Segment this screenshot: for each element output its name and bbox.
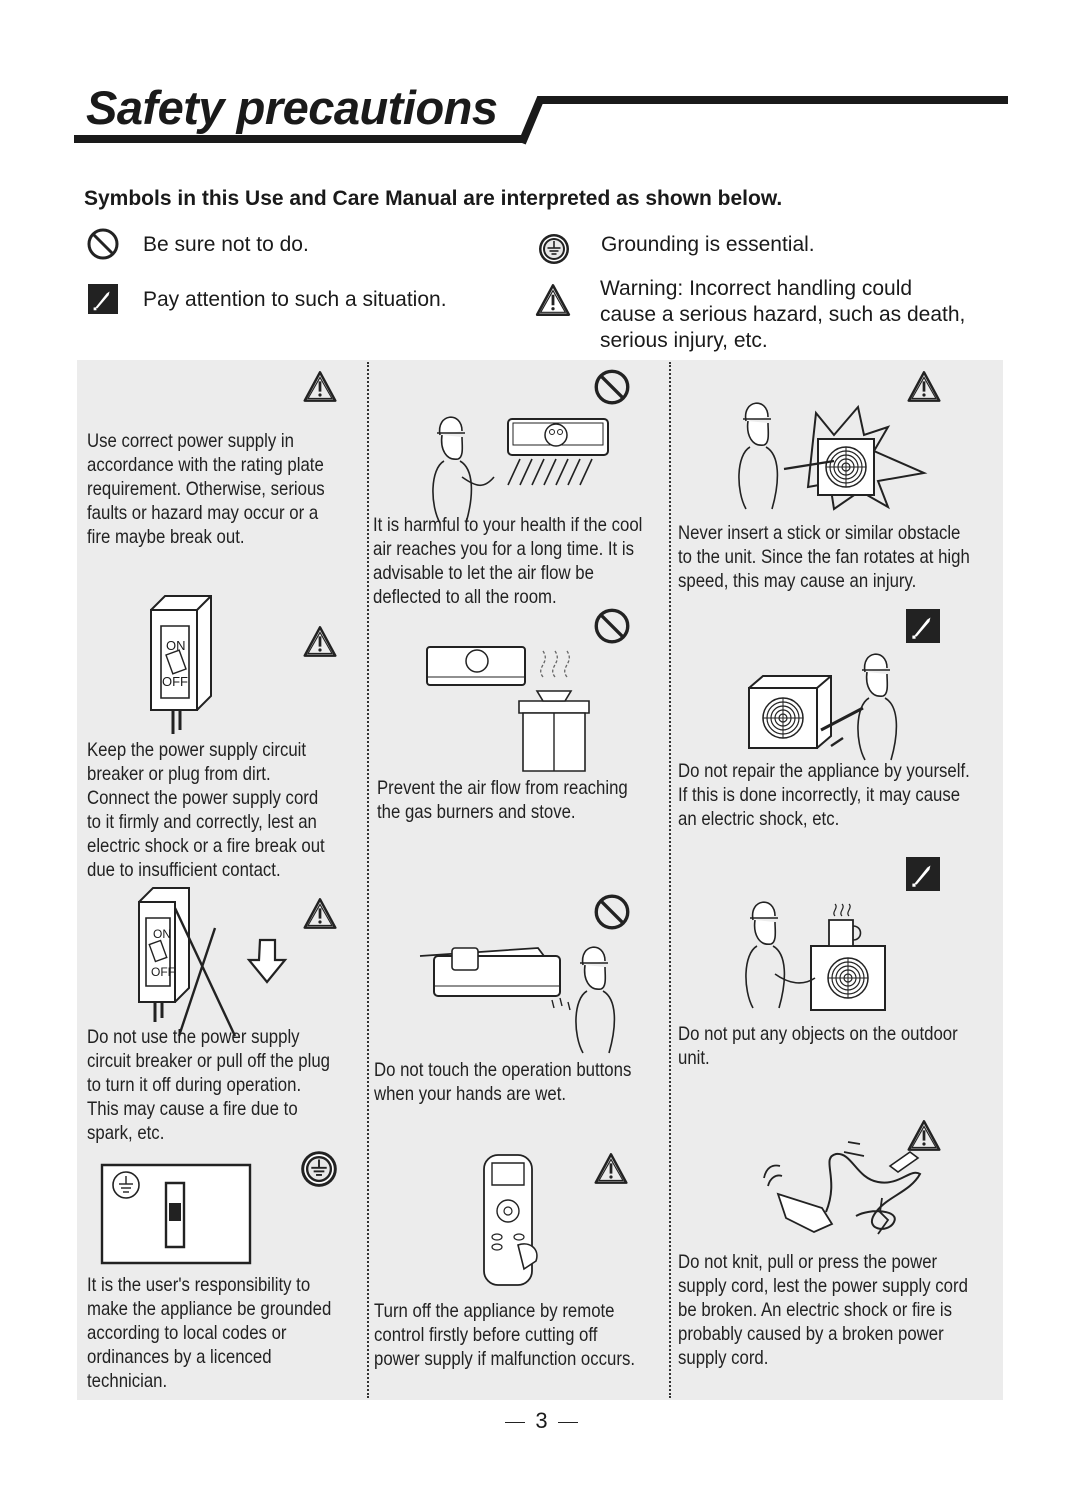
prohibition-icon bbox=[594, 608, 630, 644]
attention-icon bbox=[88, 284, 118, 314]
grounding-icon bbox=[538, 233, 570, 265]
title-underline-bar bbox=[0, 0, 1083, 160]
page-title: Safety precautions bbox=[86, 81, 498, 134]
note-gas-burner: Prevent the air flow from reaching the gas burners and stove. bbox=[377, 777, 628, 823]
dash-left bbox=[505, 1422, 525, 1423]
note-no-pull-plug: Do not use the power supply circuit breaker or pull off the plug to turn it off during operation. This may cause a fire due to spark, etc. bbox=[87, 1026, 330, 1144]
page-number: 3 bbox=[0, 1408, 1083, 1434]
warning-icon bbox=[303, 897, 337, 930]
warning-icon bbox=[535, 283, 571, 317]
legend-warning: Warning: Incorrect handling could cause a serious hazard, such as death, serious injury, etc. bbox=[600, 277, 966, 352]
no-objects-illustration bbox=[745, 900, 905, 1015]
note-no-repair: Do not repair the appliance by yourself. If this is done incorrectly, it may cause an electric shock, etc. bbox=[678, 760, 970, 830]
crossed-breaker-illustration bbox=[135, 888, 295, 1038]
note-remote-off: Turn off the appliance by remote control firstly before cutting off power supply if malfunction occurs. bbox=[374, 1300, 635, 1370]
switch-on-label: ON bbox=[153, 927, 171, 941]
column-divider bbox=[367, 362, 369, 1398]
symbols-heading: Symbols in this Use and Care Manual are interpreted as shown below. bbox=[84, 187, 783, 210]
note-power-cord: Do not knit, pull or press the power supply cord, lest the power supply cord be broken. An electric shock or fire is probably caused by a broken power supply cord. bbox=[678, 1251, 968, 1369]
remote-control-illustration bbox=[480, 1153, 560, 1288]
grounding-panel-illustration bbox=[100, 1163, 255, 1267]
power-cord-illustration bbox=[760, 1138, 930, 1253]
wet-hands-illustration bbox=[418, 940, 618, 1050]
switch-on-label: ON bbox=[166, 638, 186, 653]
cool-air-illustration bbox=[420, 415, 620, 510]
legend-grounding: Grounding is essential. bbox=[601, 233, 815, 256]
warning-icon bbox=[907, 370, 941, 403]
grounding-icon bbox=[300, 1150, 338, 1188]
prohibition-icon bbox=[594, 894, 630, 930]
note-power-supply: Use correct power supply in accordance with the rating plate requirement. Otherwise, serious faults or hazard may occur or a fire maybe break out. bbox=[87, 430, 325, 548]
gas-stove-illustration bbox=[425, 643, 605, 773]
dash-right bbox=[558, 1422, 578, 1423]
legend-attention: Pay attention to such a situation. bbox=[143, 288, 447, 311]
insert-stick-illustration bbox=[738, 405, 928, 515]
switch-off-label: OFF bbox=[162, 674, 188, 689]
warning-icon bbox=[594, 1152, 628, 1185]
no-repair-illustration bbox=[745, 650, 925, 755]
note-cool-air: It is harmful to your health if the cool air reaches you for a long time. It is advisable to let the air flow be deflected to all the room. bbox=[373, 514, 643, 608]
note-breaker-dirt: Keep the power supply circuit breaker or plug from dirt. Connect the power supply cord to it firmly and correctly, lest an electric shock or a fire break out due to insufficient contact. bbox=[87, 739, 325, 881]
note-insert-stick: Never insert a stick or similar obstacle to the unit. Since the fan rotates at high speed, this may cause an injury. bbox=[678, 522, 970, 592]
note-no-objects: Do not put any objects on the outdoor unit. bbox=[678, 1023, 958, 1069]
prohibition-icon bbox=[87, 228, 119, 260]
column-divider bbox=[669, 362, 671, 1398]
switch-off-label: OFF bbox=[151, 965, 175, 979]
prohibition-icon bbox=[594, 369, 630, 405]
note-wet-hands: Do not touch the operation buttons when your hands are wet. bbox=[374, 1059, 632, 1105]
attention-icon bbox=[906, 857, 940, 891]
note-grounding: It is the user's responsibility to make the appliance be grounded according to local codes or ordinances by a licenced technician. bbox=[87, 1274, 332, 1392]
warning-icon bbox=[303, 370, 337, 403]
attention-icon bbox=[906, 609, 940, 643]
breaker-box-illustration bbox=[147, 596, 217, 736]
warning-icon bbox=[303, 625, 337, 658]
legend-not-to-do: Be sure not to do. bbox=[143, 233, 309, 256]
